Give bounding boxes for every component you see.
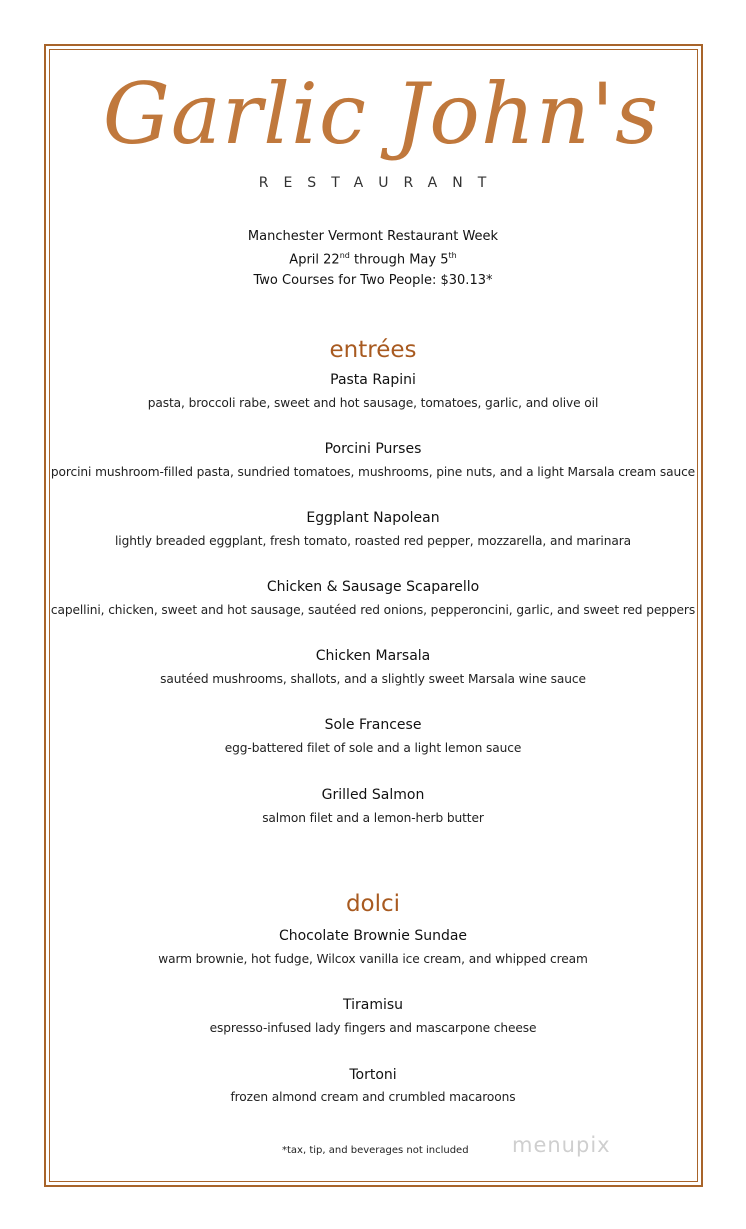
restaurant-logo: Garlic John's <box>102 65 660 163</box>
dish-name: Grilled Salmon <box>321 787 425 803</box>
dish-name: Pasta Rapini <box>330 372 416 388</box>
section-title-entrees: entrées <box>329 337 417 363</box>
dish-name: Porcini Purses <box>324 441 422 457</box>
dish-description: warm brownie, hot fudge, Wilcox vanilla ice cream, and whipped cream <box>158 952 588 966</box>
dish-name: Eggplant Napolean <box>306 510 440 526</box>
footnote: *tax, tip, and beverages not included <box>282 1145 469 1156</box>
dish-name: Tortoni <box>349 1067 397 1083</box>
dish-description: porcini mushroom-filled pasta, sundried tomatoes, mushrooms, pine nuts, and a light Marsala cream sauce <box>50 465 696 479</box>
intro-price-line: Two Courses for Two People: $30.13* <box>253 273 493 288</box>
restaurant-subtitle: RESTAURANT <box>258 175 502 191</box>
dish-description: salmon filet and a lemon-herb butter <box>262 811 484 825</box>
dish-description: lightly breaded eggplant, fresh tomato, roasted red pepper, mozzarella, and marinara <box>115 534 631 548</box>
dish-name: Chicken & Sausage Scaparello <box>266 579 480 595</box>
intro-event-line: Manchester Vermont Restaurant Week <box>247 229 499 244</box>
watermark-logo: menupix <box>512 1133 611 1157</box>
dish-description: frozen almond cream and crumbled macaroons <box>230 1090 516 1104</box>
dish-name: Chocolate Brownie Sundae <box>278 928 468 944</box>
intro-dates-line: April 22nd through May 5th <box>289 251 457 268</box>
section-title-dolci: dolci <box>345 891 401 917</box>
dish-description: egg-battered filet of sole and a light lemon sauce <box>224 741 522 755</box>
dish-name: Tiramisu <box>342 997 404 1013</box>
dish-description: pasta, broccoli rabe, sweet and hot sausage, tomatoes, garlic, and olive oil <box>147 396 599 410</box>
dish-name: Chicken Marsala <box>315 648 431 664</box>
dish-name: Sole Francese <box>324 717 422 733</box>
dish-description: sautéed mushrooms, shallots, and a slightly sweet Marsala wine sauce <box>160 672 586 686</box>
dish-description: capellini, chicken, sweet and hot sausage, sautéed red onions, pepperoncini, garlic, and sweet red peppers <box>50 603 696 617</box>
dish-description: espresso-infused lady fingers and mascarpone cheese <box>209 1021 537 1035</box>
